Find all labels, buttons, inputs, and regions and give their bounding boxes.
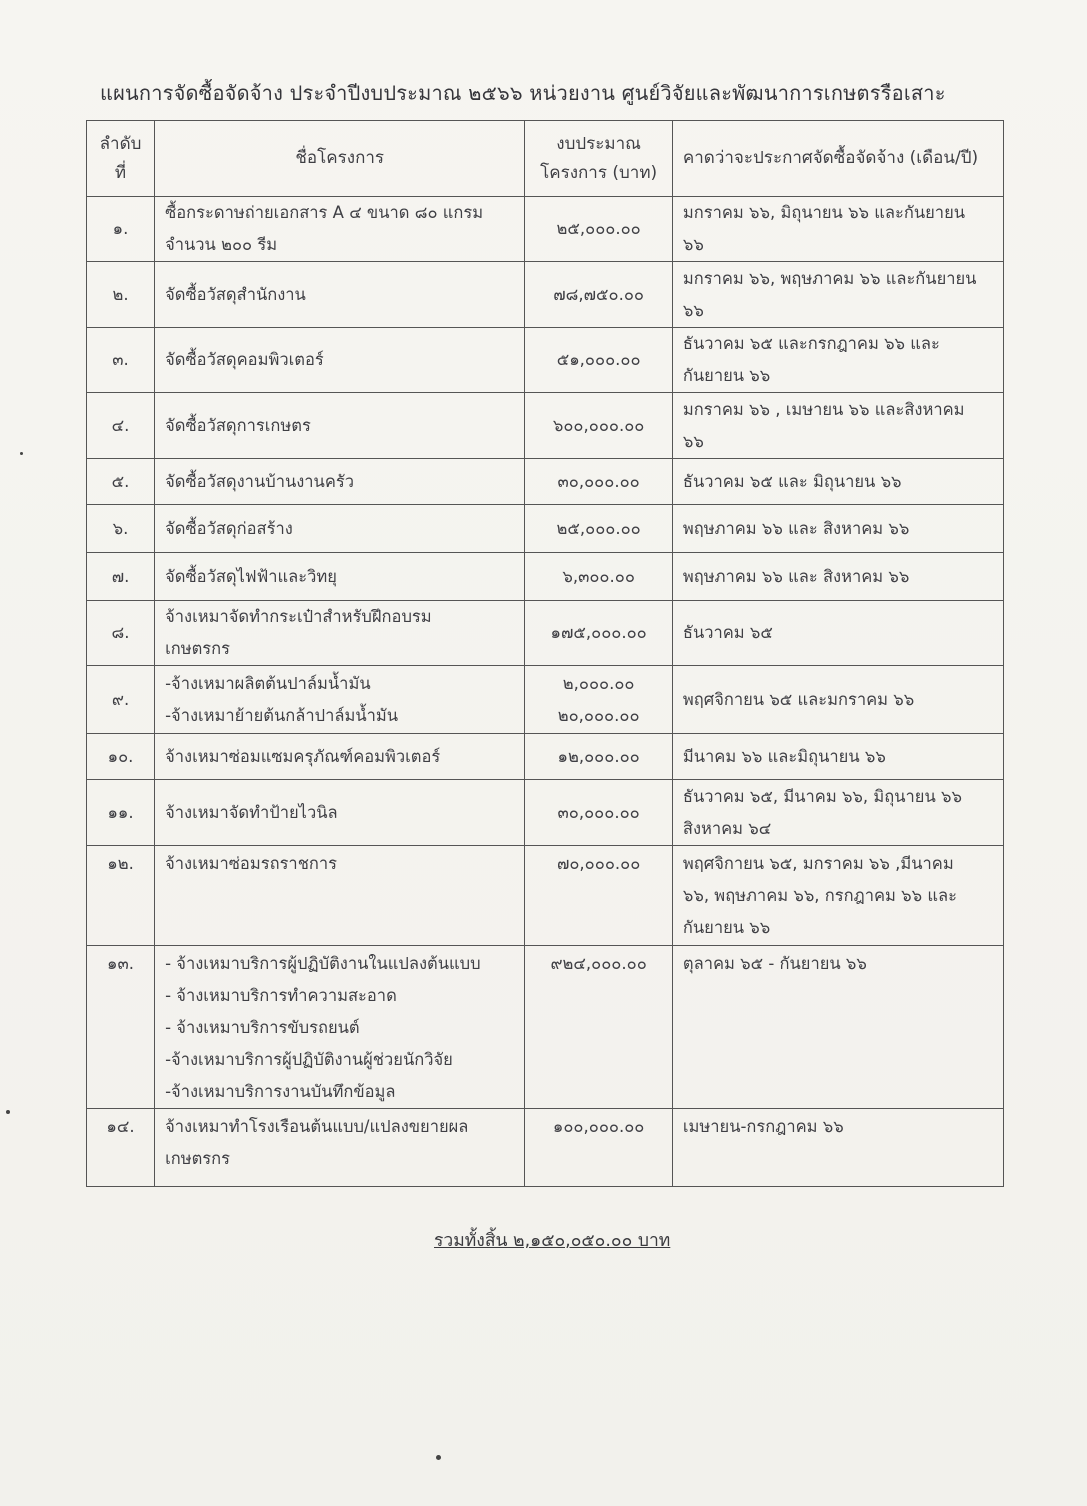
project-name [155,262,525,328]
project-name-line: -จ้างเหมาบริการงานบันทึกข้อมูล [165,1082,396,1101]
announce-period [672,780,1003,846]
project-budget [525,601,673,666]
announce-period-line: ธันวาคม ๖๕, มีนาคม ๖๖, มิถุนายน ๖๖ [682,786,962,806]
row-number-line: ๗. [111,566,130,586]
announce-period-line: มกราคม ๖๖ , เมษายน ๖๖ และสิงหาคม [682,399,965,419]
table-body [87,197,1004,1187]
announce-period-line: พฤศจิกายน ๖๕, มกราคม ๖๖ ,มีนาคม [682,854,954,873]
table-row [87,946,1004,1109]
table-row [87,393,1004,459]
project-budget [525,734,673,780]
row-number [87,946,155,1109]
announce-period-line: สิงหาคม ๖๔ [682,818,772,838]
project-budget-line: ๑๐๐,๐๐๐.๐๐ [552,1117,645,1136]
project-name-line: - จ้างเหมาบริการผู้ปฏิบัติงานในแปลงต้นแบบ [165,954,481,973]
project-budget [525,553,673,601]
project-budget-line: ๑๗๕,๐๐๐.๐๐ [550,623,647,642]
project-budget-line: ๖๐๐,๐๐๐.๐๐ [552,415,645,435]
table-row [87,553,1004,601]
table-row [87,601,1004,666]
project-name-line: จัดซื้อวัสดุไฟฟ้าและวิทยุ [165,566,337,586]
row-number-line: ๔. [111,415,130,435]
project-budget-line: ๙๒๔,๐๐๐.๐๐ [550,954,647,973]
project-name [155,459,525,505]
project-name-line: จำนวน ๒๐๐ รีม [165,235,278,254]
row-number [87,734,155,780]
grand-total: รวมทั้งสิ้น ๒,๑๕๐,๐๕๐.๐๐ บาท [434,1231,671,1251]
scan-speck [6,1110,10,1114]
row-number-line: ๒. [112,284,129,304]
row-number [87,846,155,946]
procurement-table [86,120,1004,1187]
project-budget-line: ๒๕,๐๐๐.๐๐ [556,518,641,538]
scan-speck [20,452,23,455]
project-name-line: -จ้างเหมาบริการผู้ปฏิบัติงานผู้ช่วยนักวิจัย [165,1050,453,1069]
table-row [87,328,1004,393]
announce-period-line: พฤศจิกายน ๖๕ และมกราคม ๖๖ [682,689,915,709]
announce-period-line: กันยายน ๖๖ [682,366,771,385]
announce-period-line: ตุลาคม ๖๕ - กันยายน ๖๖ [682,954,867,973]
header-budget-line1: งบประมาณ [556,133,641,154]
project-name-line: จัดซื้อวัสดุการเกษตร [165,415,311,435]
project-name-line: จ้างเหมาทำโรงเรือนต้นแบบ/แปลงขยายผล [165,1117,469,1136]
announce-period [672,946,1003,1109]
announce-period-line: ๖๖, พฤษภาคม ๖๖, กรกฎาคม ๖๖ และ [682,886,957,905]
table-row [87,459,1004,505]
row-number [87,393,155,459]
project-name [155,734,525,780]
row-number-line: ๖. [112,518,129,538]
row-number [87,601,155,666]
row-number-line: ๑๓. [107,954,135,973]
announce-period [672,666,1003,734]
project-budget [525,946,673,1109]
project-budget [525,666,673,734]
document-title: แผนการจัดซื้อจัดจ้าง ประจำปีงบประมาณ ๒๕๖๖ หน่วยงาน ศูนย์วิจัยและพัฒนาการเกษตรรือเสาะ [100,81,946,105]
announce-period-line: กันยายน ๖๖ [682,918,771,937]
project-budget [525,846,673,946]
row-number [87,505,155,553]
project-budget-line: ๒๕,๐๐๐.๐๐ [556,219,641,238]
project-name [155,553,525,601]
announce-period-line: ธันวาคม ๖๕ และกรกฎาคม ๖๖ และ [682,334,940,353]
announce-period [672,846,1003,946]
project-budget [525,393,673,459]
announce-period [672,328,1003,393]
announce-period-line: มกราคม ๖๖, พฤษภาคม ๖๖ และกันยายน [682,268,977,288]
row-number-line: ๑๒. [107,854,134,873]
project-name-line: จ้างเหมาจัดทำกระเป๋าสำหรับฝึกอบรม [165,607,432,626]
project-budget [525,328,673,393]
project-budget [525,262,673,328]
project-name-line: จ้างเหมาจัดทำป้ายไวนิล [165,802,338,822]
announce-period-line: มกราคม ๖๖, มิถุนายน ๖๖ และกันยายน [682,203,966,222]
project-name-line: - จ้างเหมาบริการขับรถยนต์ [165,1018,360,1037]
row-number-line: ๑๔. [106,1117,135,1136]
project-name-line: จ้างเหมาซ่อมรถราชการ [165,854,338,873]
project-name [155,328,525,393]
project-budget-line: ๓๐,๐๐๐.๐๐ [557,802,640,822]
table-row [87,846,1004,946]
project-budget [525,505,673,553]
row-number [87,553,155,601]
project-budget-line: ๒๐,๐๐๐.๐๐ [557,705,640,725]
row-number-line: ๑. [112,219,129,238]
announce-period-line: พฤษภาคม ๖๖ และ สิงหาคม ๖๖ [682,518,910,538]
project-budget-line: ๗๘,๗๕๐.๐๐ [553,284,644,304]
announce-period [672,262,1003,328]
project-name-line: -จ้างเหมาย้ายต้นกล้าปาล์มน้ำมัน [165,705,399,725]
header-no-line1: ลำดับ [99,133,142,154]
project-budget-line: ๗๐,๐๐๐.๐๐ [556,854,641,873]
project-name [155,780,525,846]
row-number [87,197,155,262]
announce-period-line: มีนาคม ๖๖ และมิถุนายน ๖๖ [682,746,886,766]
announce-period-line: พฤษภาคม ๖๖ และ สิงหาคม ๖๖ [682,566,910,586]
project-name-line: เกษตรกร [165,1149,231,1168]
project-name-line: จัดซื้อวัสดุคอมพิวเตอร์ [165,350,324,369]
project-budget-line: ๒,๐๐๐.๐๐ [562,673,635,693]
announce-period [672,1109,1003,1187]
header-time: คาดว่าจะประกาศจัดซื้อจัดจ้าง (เดือน/ปี) [672,121,1003,197]
header-no [87,121,155,197]
project-budget-line: ๖,๓๐๐.๐๐ [562,566,635,586]
table-row [87,666,1004,734]
project-name [155,846,525,946]
announce-period [672,197,1003,262]
table-row [87,505,1004,553]
row-number-line: ๕. [111,471,130,491]
header-budget-line2: โครงการ (บาท) [540,162,658,183]
table-row [87,262,1004,328]
header-budget [525,121,673,197]
project-name [155,1109,525,1187]
header-name: ชื่อโครงการ [155,121,525,197]
announce-period [672,505,1003,553]
project-name [155,601,525,666]
project-name [155,197,525,262]
project-name [155,505,525,553]
row-number [87,666,155,734]
scan-speck [436,1455,441,1460]
project-name-line: -จ้างเหมาผลิตต้นปาล์มน้ำมัน [165,673,371,693]
row-number [87,1109,155,1187]
row-number [87,262,155,328]
project-name [155,946,525,1109]
row-number-line: ๓. [112,350,129,369]
announce-period [672,553,1003,601]
project-budget [525,780,673,846]
row-number-line: ๘. [111,623,130,642]
project-budget-line: ๓๐,๐๐๐.๐๐ [557,471,640,491]
row-number [87,328,155,393]
project-name-line: จัดซื้อวัสดุก่อสร้าง [165,518,293,538]
table-row [87,734,1004,780]
project-name-line: ซื้อกระดาษถ่ายเอกสาร A ๔ ขนาด ๘๐ แกรม [165,203,484,222]
announce-period-line: ๖๖ [682,300,704,320]
table-row [87,197,1004,262]
project-name-line: จัดซื้อวัสดุงานบ้านงานครัว [165,471,355,491]
header-no-line2: ที่ [114,162,127,183]
announce-period [672,734,1003,780]
row-number-line: ๙. [111,689,130,709]
project-budget [525,197,673,262]
project-name [155,393,525,459]
announce-period-line: ๖๖ [682,431,704,451]
row-number-line: ๑๐. [107,746,134,766]
row-number [87,780,155,846]
table-row [87,1109,1004,1187]
announce-period-line: ธันวาคม ๖๕ และ มิถุนายน ๖๖ [682,471,902,491]
row-number [87,459,155,505]
project-name-line: จ้างเหมาซ่อมแซมครุภัณฑ์คอมพิวเตอร์ [165,746,441,766]
announce-period [672,601,1003,666]
project-budget [525,1109,673,1187]
table-header-row [87,121,1004,197]
project-name-line: - จ้างเหมาบริการทำความสะอาด [165,986,397,1005]
row-number-line: ๑๑. [107,802,134,822]
announce-period [672,393,1003,459]
table-row [87,780,1004,846]
announce-period-line: ๖๖ [682,235,704,254]
announce-period-line: เมษายน-กรกฎาคม ๖๖ [682,1117,844,1136]
announce-period [672,459,1003,505]
announce-period-line: ธันวาคม ๖๕ [682,623,773,642]
project-name-line: จัดซื้อวัสดุสำนักงาน [165,284,306,304]
project-name-line: เกษตรกร [165,639,231,658]
project-budget-line: ๑๒,๐๐๐.๐๐ [557,746,640,766]
project-name [155,666,525,734]
project-budget [525,459,673,505]
project-budget-line: ๕๑,๐๐๐.๐๐ [556,350,641,369]
